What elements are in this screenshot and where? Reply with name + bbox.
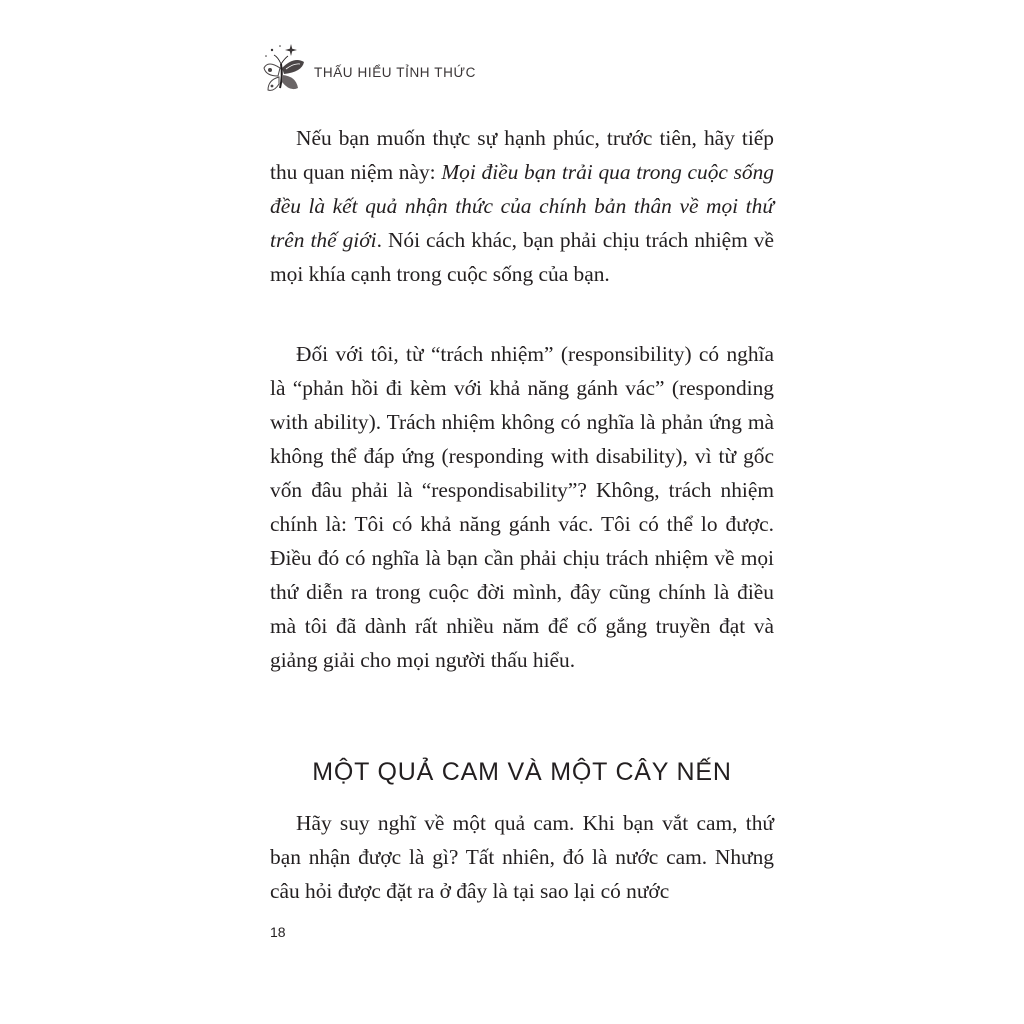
paragraph-1-italic: Mọi điều bạn trải qua trong cuộc sống đều là kết quả nhận thức của chính bản thân về mọi thứ trên thế giới [270,160,774,252]
paragraph-1 [270,121,774,291]
butterfly-icon [258,42,308,98]
paragraph-3-text: Hãy suy nghĩ về một quả cam. Khi bạn vắt cam, thứ bạn nhận được là gì? Tất nhiên, đó là nước cam. Nhưng câu hỏi được đặt ra ở đây là tại sao lại có nước [270,811,774,903]
paragraph-2 [270,337,774,677]
paragraph-2-text: Đối với tôi, từ “trách nhiệm” (responsibility) có nghĩa là “phản hồi đi kèm với khả năng gánh vác” (responding with ability). Trách nhiệm không có nghĩa là phản ứng mà không thể đáp ứng (responding with disability), vì từ gốc vốn đâu phải là “respondisability”? Không, trách nhiệm chính là: Tôi có khả năng gánh vác. Tôi có thể lo được. Điều đó có nghĩa là bạn cần phải chịu trách nhiệm về mọi thứ diễn ra trong cuộc đời mình, đây cũng chính là điều mà tôi đã dành rất nhiều năm để cố gắng truyền đạt và giảng giải cho mọi người thấu hiểu. [270,342,774,672]
paragraph-1-text: Nếu bạn muốn thực sự hạnh phúc, trước tiên, hãy tiếp thu quan niệm này: [270,126,774,184]
running-title: THẤU HIỂU TỈNH THỨC [314,64,476,80]
running-head [258,42,476,98]
section-heading: MỘT QUẢ CAM VÀ MỘT CÂY NẾN [312,758,732,786]
paragraph-3 [270,806,774,908]
page-number: 18 [270,924,286,940]
paragraph-1-tail: . Nói cách khác, bạn phải chịu trách nhiệm về mọi khía cạnh trong cuộc sống của bạn. [270,228,774,286]
